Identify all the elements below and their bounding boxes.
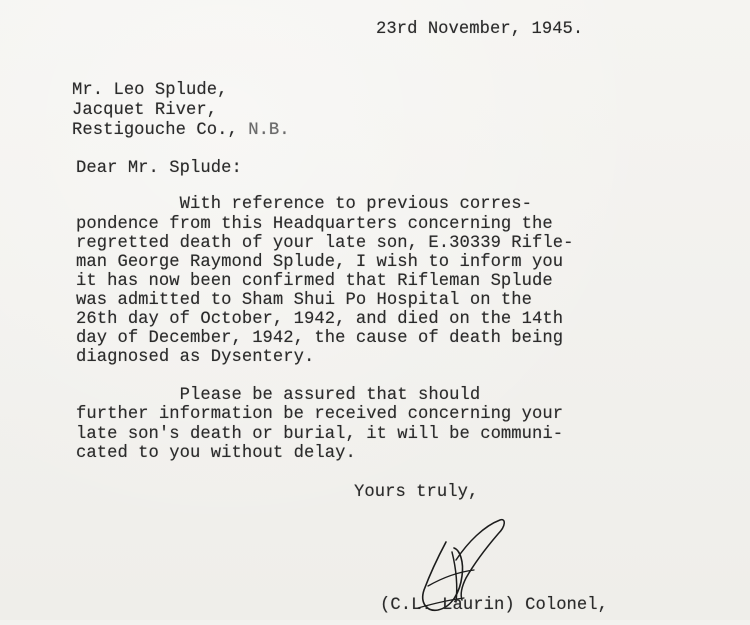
body-line: regretted death of your late son, E.30339 Rifle-	[76, 234, 574, 253]
recipient-province: N.B.	[248, 121, 290, 140]
body-line: cated to you without delay.	[76, 444, 356, 463]
recipient-address-line	[72, 121, 290, 141]
body-line: it has now been confirmed that Rifleman Splude	[76, 272, 553, 291]
body-line: late son's death or burial, it will be communi-	[76, 425, 564, 444]
body-line: diagnosed as Dysentery.	[76, 348, 315, 367]
body-line: day of December, 1942, the cause of death being	[76, 329, 564, 348]
body-line: man George Raymond Splude, I wish to inform you	[76, 253, 564, 272]
body-line: With reference to previous corres-	[76, 195, 533, 214]
recipient-county: Restigouche Co.,	[72, 121, 249, 140]
letter-date: 23rd November, 1945.	[376, 20, 584, 39]
salutation: Dear Mr. Splude:	[76, 159, 242, 178]
recipient-address-line: Jacquet River,	[72, 101, 218, 120]
body-line: pondence from this Headquarters concerning the	[76, 215, 553, 234]
signatory-name: (C.L. Laurin) Colonel,	[380, 596, 609, 615]
body-line: 26th day of October, 1942, and died on the 14th	[76, 310, 564, 329]
body-line: Please be assured that should	[76, 386, 481, 405]
recipient-name: Mr. Leo Splude,	[72, 81, 228, 100]
body-line: was admitted to Sham Shui Po Hospital on the	[76, 291, 533, 310]
closing: Yours truly,	[354, 483, 479, 502]
cut-off-title-line	[420, 612, 620, 620]
body-line: further information be received concerning your	[76, 405, 564, 424]
